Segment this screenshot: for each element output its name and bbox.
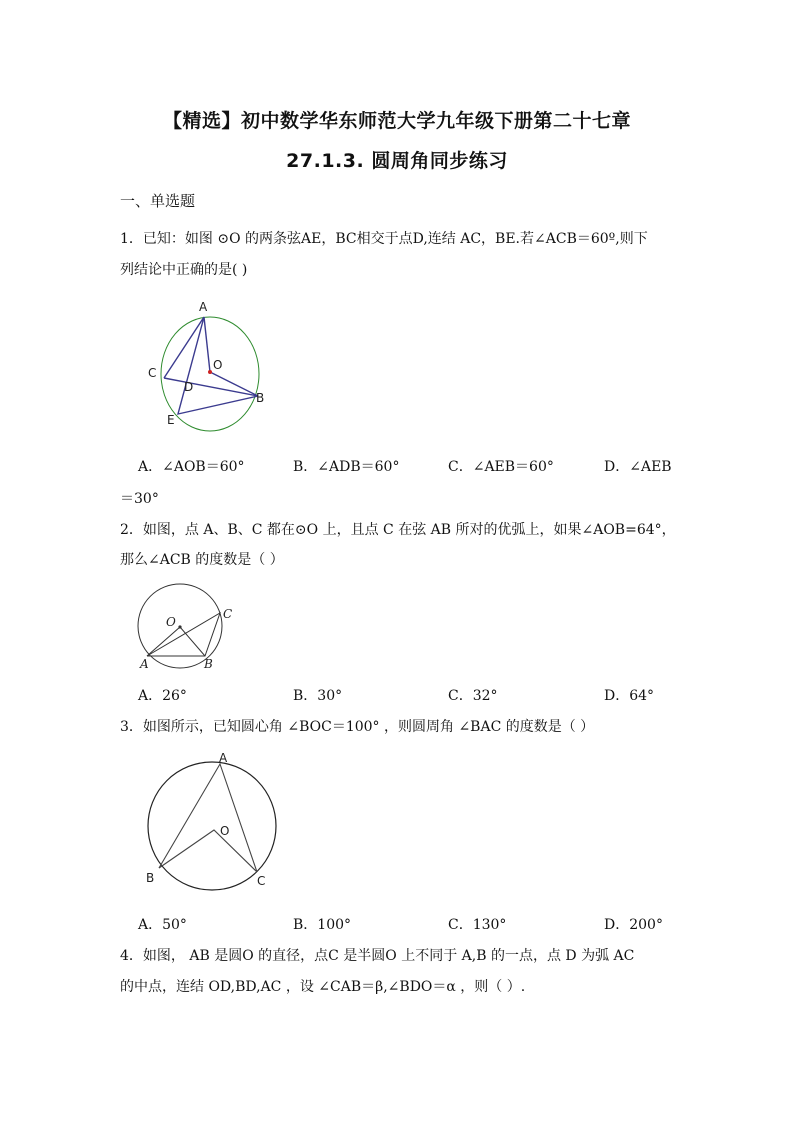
q3-label-o: O (220, 824, 230, 838)
q2-triangle (147, 613, 220, 656)
q1-chords (164, 317, 258, 414)
q2-stem-line1: 2．如图，点 A、B、C 都在⊙O 上，且点 C 在弦 AB 所对的优弧上，如果∠AOB=64°， (120, 522, 676, 538)
q1-option-d-wrap: ＝30° (120, 491, 159, 507)
q2-option-b[interactable]: B．30° (293, 688, 343, 704)
q1-option-b[interactable]: B．∠ADB＝60° (293, 459, 400, 475)
q3-figure (140, 746, 285, 896)
q1-radius-ob (210, 372, 258, 396)
q2-label-o: O (166, 615, 176, 629)
q2-center-dot (178, 625, 181, 628)
q1-option-c[interactable]: C．∠AEB＝60° (448, 459, 554, 475)
q1-stem-line1: 1．已知：如图 ⊙O 的两条弦AE，BC相交于点D,连结 AC，BE.若∠ACB＝60º,则下 (120, 231, 648, 247)
q1-option-d[interactable]: D．∠AEB (604, 459, 672, 475)
q3-option-b[interactable]: B．100° (293, 917, 352, 933)
page-title-line1: 【精选】初中数学华东师范大学九年级下册第二十七章 (162, 110, 631, 132)
q3-option-c[interactable]: C．130° (448, 917, 507, 933)
q2-stem-line2: 那么∠ACB 的度数是（ ） (120, 552, 284, 568)
q3-label-b: B (146, 871, 155, 885)
q2-radii (147, 627, 205, 656)
q1-radius-oa (204, 317, 210, 372)
q1-label-e: E (167, 413, 175, 427)
q3-label-a: A (219, 751, 228, 765)
q1-label-c: C (148, 366, 157, 380)
q3-option-a[interactable]: A．50° (138, 917, 187, 933)
q1-center-dot (208, 370, 212, 374)
q2-option-d[interactable]: D．64° (604, 688, 655, 704)
q3-option-d[interactable]: D．200° (604, 917, 663, 933)
q1-label-o: O (213, 358, 223, 372)
q1-stem-line2: 列结论中正确的是( ) (120, 262, 248, 278)
q2-option-a[interactable]: A．26° (138, 688, 187, 704)
q3-inscribed-angle (159, 764, 257, 872)
q2-label-a: A (140, 657, 149, 671)
q2-label-c: C (223, 607, 233, 621)
q4-stem-line1: 4．如图， AB 是圆O 的直径，点C 是半圆O 上不同于 A,B 的一点，点 D 为弧 AC (120, 948, 635, 964)
q4-stem-line2: 的中点，连结 OD,BD,AC ，设 ∠CAB＝β,∠BDO＝α ，则（ ）. (120, 979, 526, 995)
q1-figure (140, 296, 280, 436)
q1-label-a: A (199, 300, 208, 314)
page-title-line2: 27.1.3. 圆周角同步练习 (286, 150, 508, 172)
q1-option-a[interactable]: A．∠AOB＝60° (138, 459, 245, 475)
q2-option-c[interactable]: C．32° (448, 688, 498, 704)
q3-central-angle (159, 830, 257, 872)
q2-figure (130, 580, 245, 675)
q1-label-b: B (256, 391, 265, 405)
q1-label-d: D (184, 380, 194, 394)
q2-label-b: B (204, 657, 213, 671)
q3-stem-line1: 3．如图所示，已知圆心角 ∠BOC＝100° ，则圆周角 ∠BAC 的度数是（ ） (120, 719, 595, 735)
q3-label-c: C (257, 874, 266, 888)
section-heading: 一、单选题 (120, 192, 196, 210)
